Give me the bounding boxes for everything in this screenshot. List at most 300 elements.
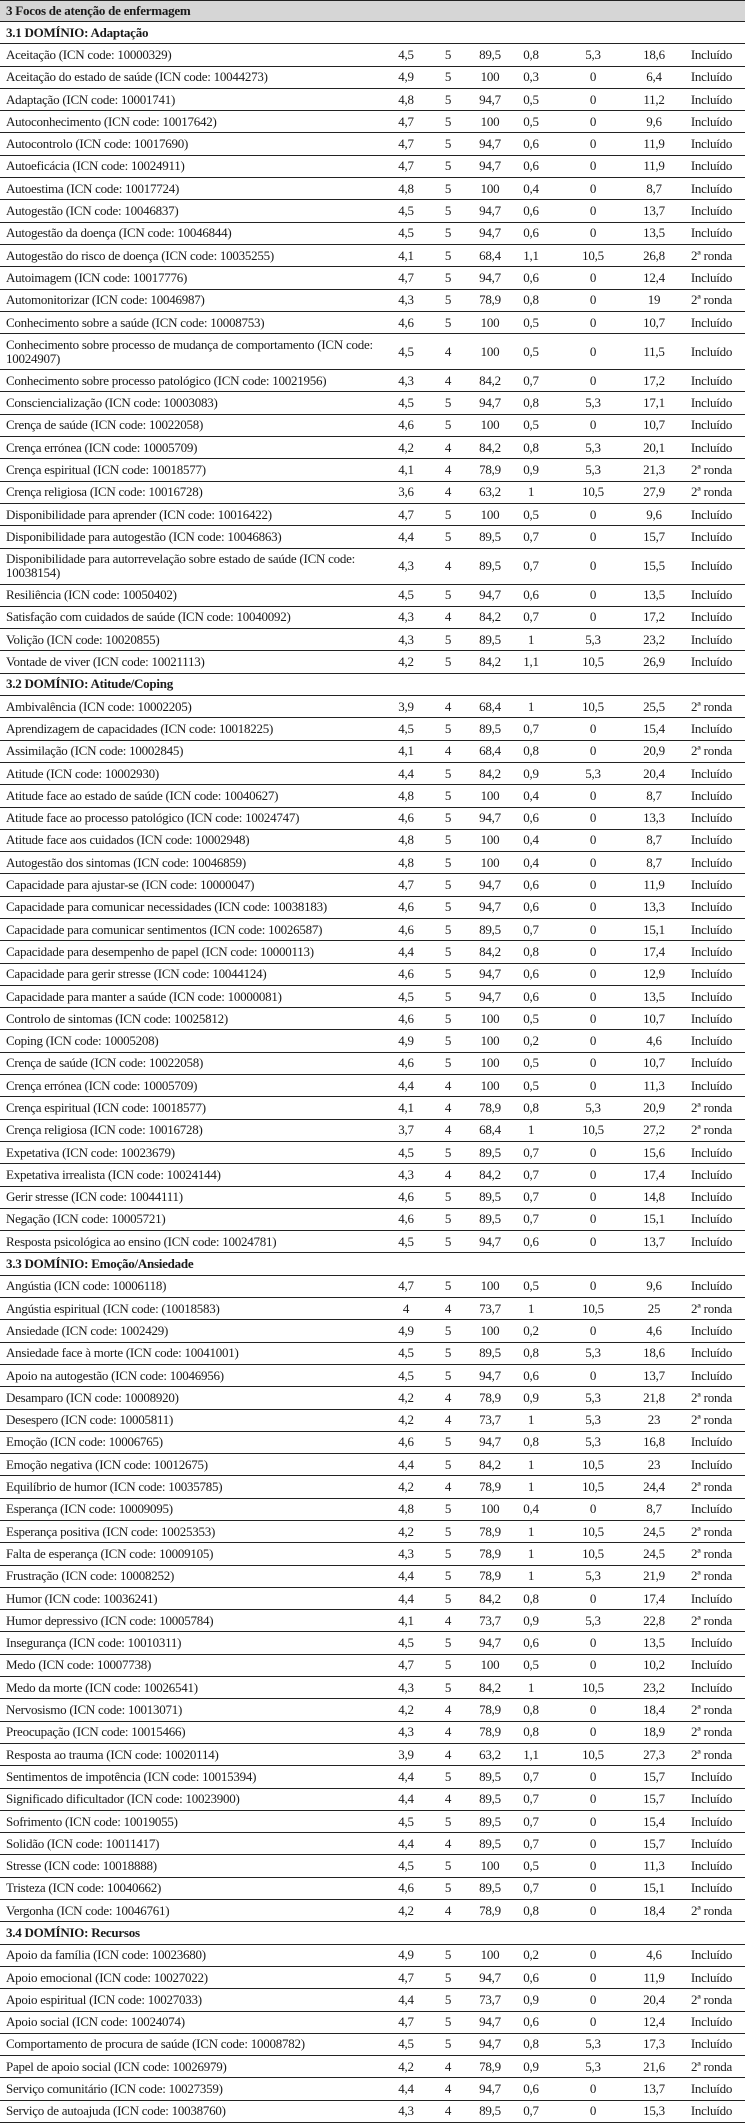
focus-label-cell: Apoio social (ICN code: 10024074) [6, 2014, 185, 2030]
std-dev-cell: 0,5 [523, 343, 539, 359]
decision-cell: Incluído [690, 158, 733, 174]
agreement-percent-cell: 78,9 [479, 1724, 501, 1740]
std-dev-cell: 0,6 [523, 810, 539, 826]
table-row [0, 44, 745, 66]
disagreement-percent-cell: 0 [589, 966, 597, 982]
mean-cell: 4,3 [398, 558, 414, 574]
table-row [0, 1365, 745, 1387]
decision-cell: 2ª ronda [691, 1389, 732, 1405]
agreement-percent-cell: 89,5 [479, 720, 501, 736]
agreement-percent-cell: 89,5 [479, 528, 501, 544]
median-cell: 5 [444, 1947, 452, 1963]
median-cell: 5 [444, 506, 452, 522]
disagreement-percent-cell: 0 [589, 787, 597, 803]
std-dev-cell: 0,9 [523, 2058, 539, 2074]
table-row [0, 1610, 745, 1632]
median-cell: 5 [444, 158, 452, 174]
disagreement-percent-cell: 5,3 [585, 439, 601, 455]
decision-cell: Incluído [690, 1322, 733, 1338]
coef-variation-cell: 19 [647, 292, 661, 308]
median-cell: 4 [444, 1612, 452, 1628]
agreement-percent-cell: 78,9 [479, 2058, 501, 2074]
agreement-percent-cell: 84,2 [479, 1679, 501, 1695]
agreement-percent-cell: 94,7 [479, 2014, 501, 2030]
agreement-percent-cell: 100 [480, 506, 500, 522]
agreement-percent-cell: 68,4 [479, 247, 501, 263]
focus-label-cell: Desamparo (ICN code: 10008920) [6, 1389, 179, 1405]
table-row [0, 415, 745, 437]
focus-label-cell: Medo (ICN code: 10007738) [6, 1657, 152, 1673]
std-dev-cell: 0,5 [523, 1657, 539, 1673]
agreement-percent-cell: 94,7 [479, 1635, 501, 1651]
mean-cell: 4,6 [398, 314, 414, 330]
median-cell: 5 [444, 1657, 452, 1673]
disagreement-percent-cell: 0 [589, 921, 597, 937]
agreement-percent-cell: 84,2 [479, 654, 501, 670]
agreement-percent-cell: 78,9 [479, 1523, 501, 1539]
coef-variation-cell: 24,4 [643, 1479, 665, 1495]
disagreement-percent-cell: 0 [589, 1768, 597, 1784]
focus-label-cell: Crença religiosa (ICN code: 10016728) [6, 1122, 203, 1138]
focus-label-cell: Ansiedade (ICN code: 1002429) [6, 1322, 169, 1338]
agreement-percent-cell: 84,2 [479, 372, 501, 388]
focus-label-cell: Desespero (ICN code: 10005811) [6, 1412, 174, 1428]
decision-cell: Incluído [690, 506, 733, 522]
disagreement-percent-cell: 5,3 [585, 2058, 601, 2074]
focus-label-cell: Satisfação com cuidados de saúde (ICN code: 10040092) [6, 609, 291, 625]
coef-variation-cell: 10,7 [643, 1010, 665, 1026]
median-cell: 5 [444, 314, 452, 330]
section-header: 3.1 DOMÍNIO: Adaptação [0, 22, 745, 44]
mean-cell: 4,4 [398, 1456, 414, 1472]
decision-cell: 2ª ronda [691, 1902, 732, 1918]
agreement-percent-cell: 68,4 [479, 1122, 501, 1138]
table-row [0, 156, 745, 178]
median-cell: 5 [444, 203, 452, 219]
focus-label-cell: Expetativa irrealista (ICN code: 10024144) [6, 1166, 221, 1182]
std-dev-cell: 0,7 [523, 609, 539, 625]
coef-variation-cell: 22,8 [643, 1612, 665, 1628]
mean-cell: 4,8 [398, 1501, 414, 1517]
table-row [0, 1209, 745, 1231]
table-row [0, 1811, 745, 1833]
disagreement-percent-cell: 0 [589, 417, 597, 433]
mean-cell: 4,5 [398, 587, 414, 603]
table-body [0, 22, 745, 2123]
std-dev-cell: 0,5 [523, 506, 539, 522]
table-row [0, 629, 745, 651]
mean-cell: 4,6 [398, 1010, 414, 1026]
std-dev-cell: 1 [527, 1679, 535, 1695]
mean-cell: 4,4 [398, 765, 414, 781]
coef-variation-cell: 18,6 [643, 46, 665, 62]
disagreement-percent-cell: 0 [589, 1077, 597, 1093]
std-dev-cell: 0,6 [523, 1969, 539, 1985]
agreement-percent-cell: 73,7 [479, 1612, 501, 1628]
table-row [0, 1499, 745, 1521]
decision-cell: 2ª ronda [691, 1746, 732, 1762]
mean-cell: 4,3 [398, 1166, 414, 1182]
decision-cell: 2ª ronda [691, 1523, 732, 1539]
disagreement-percent-cell: 0 [589, 225, 597, 241]
mean-cell: 4,7 [398, 1657, 414, 1673]
decision-cell: Incluído [690, 2081, 733, 2097]
median-cell: 5 [444, 787, 452, 803]
table-row [0, 1588, 745, 1610]
disagreement-percent-cell: 5,3 [585, 1345, 601, 1361]
coef-variation-cell: 13,5 [643, 1635, 665, 1651]
mean-cell: 4,3 [398, 1545, 414, 1561]
focus-label-cell: Significado dificultador (ICN code: 10023900) [6, 1791, 240, 1807]
decision-cell: Incluído [690, 1813, 733, 1829]
focus-label-cell: Humor depressivo (ICN code: 10005784) [6, 1612, 214, 1628]
mean-cell: 4,3 [398, 372, 414, 388]
section-header: 3.2 DOMÍNIO: Atitude/Coping [0, 674, 745, 696]
decision-cell: Incluído [690, 810, 733, 826]
coef-variation-cell: 20,1 [643, 439, 665, 455]
decision-cell: 2ª ronda [691, 484, 732, 500]
coef-variation-cell: 12,9 [643, 966, 665, 982]
agreement-percent-cell: 100 [480, 854, 500, 870]
table-row [0, 763, 745, 785]
std-dev-cell: 1 [527, 1545, 535, 1561]
disagreement-percent-cell: 10,5 [582, 1479, 604, 1495]
focus-label-cell: Serviço comunitário (ICN code: 10027359) [6, 2081, 223, 2097]
focus-label-cell: Apoio espiritual (ICN code: 10027033) [6, 1991, 202, 2007]
coef-variation-cell: 10,7 [643, 417, 665, 433]
disagreement-percent-cell: 0 [589, 1702, 597, 1718]
agreement-percent-cell: 84,2 [479, 765, 501, 781]
median-cell: 4 [444, 461, 452, 477]
disagreement-percent-cell: 0 [589, 1211, 597, 1227]
disagreement-percent-cell: 0 [589, 1501, 597, 1517]
mean-cell: 4,5 [398, 1233, 414, 1249]
mean-cell: 4,1 [398, 743, 414, 759]
std-dev-cell: 0,5 [523, 314, 539, 330]
disagreement-percent-cell: 0 [589, 2081, 597, 2097]
median-cell: 4 [444, 743, 452, 759]
median-cell: 4 [444, 1746, 452, 1762]
agreement-percent-cell: 63,2 [479, 1746, 501, 1762]
median-cell: 5 [444, 810, 452, 826]
decision-cell: Incluído [690, 1010, 733, 1026]
agreement-percent-cell: 78,9 [479, 1702, 501, 1718]
coef-variation-cell: 11,3 [643, 1077, 665, 1093]
disagreement-percent-cell: 0 [589, 203, 597, 219]
std-dev-cell: 0,6 [523, 2081, 539, 2097]
std-dev-cell: 0,7 [523, 1211, 539, 1227]
decision-cell: Incluído [690, 91, 733, 107]
decision-cell: Incluído [690, 1501, 733, 1517]
focus-label-cell: Autogestão (ICN code: 10046837) [6, 203, 179, 219]
table-row [0, 437, 745, 459]
table-row [0, 1008, 745, 1030]
table-row [0, 1142, 745, 1164]
mean-cell: 4 [402, 1300, 410, 1316]
std-dev-cell: 0,8 [523, 292, 539, 308]
agreement-percent-cell: 89,5 [479, 1768, 501, 1784]
median-cell: 5 [444, 1434, 452, 1450]
disagreement-percent-cell: 5,3 [585, 631, 601, 647]
focus-label-cell: Atitude face ao estado de saúde (ICN code: 10040627) [6, 787, 279, 803]
median-cell: 5 [444, 587, 452, 603]
median-cell: 5 [444, 854, 452, 870]
coef-variation-cell: 17,4 [643, 1166, 665, 1182]
agreement-percent-cell: 100 [480, 314, 500, 330]
decision-cell: 2ª ronda [691, 1412, 732, 1428]
std-dev-cell: 0,6 [523, 203, 539, 219]
decision-cell: Incluído [690, 1166, 733, 1182]
agreement-percent-cell: 100 [480, 69, 500, 85]
std-dev-cell: 0,2 [523, 1322, 539, 1338]
agreement-percent-cell: 94,7 [479, 988, 501, 1004]
mean-cell: 3,7 [398, 1122, 414, 1138]
disagreement-percent-cell: 0 [589, 528, 597, 544]
median-cell: 5 [444, 1880, 452, 1896]
median-cell: 5 [444, 417, 452, 433]
coef-variation-cell: 20,4 [643, 1991, 665, 2007]
table-row [0, 1320, 745, 1342]
agreement-percent-cell: 68,4 [479, 743, 501, 759]
mean-cell: 4,4 [398, 1835, 414, 1851]
disagreement-percent-cell: 0 [589, 899, 597, 915]
table-row [0, 919, 745, 941]
coef-variation-cell: 11,3 [643, 1858, 665, 1874]
disagreement-percent-cell: 0 [589, 2014, 597, 2030]
std-dev-cell: 0,7 [523, 558, 539, 574]
mean-cell: 4,2 [398, 439, 414, 455]
agreement-percent-cell: 89,5 [479, 1835, 501, 1851]
disagreement-percent-cell: 0 [589, 1233, 597, 1249]
disagreement-percent-cell: 0 [589, 1278, 597, 1294]
focus-label-cell: Crença religiosa (ICN code: 10016728) [6, 484, 203, 500]
std-dev-cell: 0,4 [523, 854, 539, 870]
mean-cell: 4,5 [398, 1345, 414, 1361]
median-cell: 5 [444, 395, 452, 411]
decision-cell: Incluído [690, 46, 733, 62]
agreement-percent-cell: 84,2 [479, 439, 501, 455]
mean-cell: 4,3 [398, 292, 414, 308]
table-row [0, 370, 745, 392]
disagreement-percent-cell: 0 [589, 743, 597, 759]
agreement-percent-cell: 100 [480, 180, 500, 196]
agreement-percent-cell: 78,9 [479, 1902, 501, 1918]
disagreement-percent-cell: 0 [589, 720, 597, 736]
disagreement-percent-cell: 0 [589, 1835, 597, 1851]
coef-variation-cell: 11,9 [643, 1969, 665, 1985]
mean-cell: 4,2 [398, 1412, 414, 1428]
std-dev-cell: 0,8 [523, 743, 539, 759]
std-dev-cell: 0,7 [523, 1189, 539, 1205]
decision-cell: Incluído [690, 988, 733, 1004]
mean-cell: 4,5 [398, 225, 414, 241]
median-cell: 5 [444, 1545, 452, 1561]
mean-cell: 4,2 [398, 1702, 414, 1718]
decision-cell: Incluído [690, 203, 733, 219]
focus-label-cell: Resposta ao trauma (ICN code: 10020114) [6, 1746, 219, 1762]
disagreement-percent-cell: 10,5 [582, 1523, 604, 1539]
median-cell: 4 [444, 1724, 452, 1740]
agreement-percent-cell: 100 [480, 1501, 500, 1517]
agreement-percent-cell: 89,5 [479, 1144, 501, 1160]
decision-cell: Incluído [690, 943, 733, 959]
table-row [0, 1476, 745, 1498]
focus-label-cell: Apoio na autogestão (ICN code: 10046956) [6, 1367, 224, 1383]
decision-cell: Incluído [690, 417, 733, 433]
agreement-percent-cell: 94,7 [479, 810, 501, 826]
median-cell: 5 [444, 1568, 452, 1584]
std-dev-cell: 0,7 [523, 1166, 539, 1182]
table-row [0, 785, 745, 807]
disagreement-percent-cell: 10,5 [582, 1545, 604, 1561]
disagreement-percent-cell: 0 [589, 506, 597, 522]
std-dev-cell: 0,6 [523, 966, 539, 982]
disagreement-percent-cell: 0 [589, 1010, 597, 1026]
coef-variation-cell: 27,2 [643, 1122, 665, 1138]
disagreement-percent-cell: 0 [589, 609, 597, 625]
std-dev-cell: 0,8 [523, 1100, 539, 1115]
coef-variation-cell: 17,1 [643, 395, 665, 411]
std-dev-cell: 0,9 [523, 1991, 539, 2007]
coef-variation-cell: 15,1 [643, 1211, 665, 1227]
table-row [0, 585, 745, 607]
mean-cell: 4,3 [398, 631, 414, 647]
table-row [0, 830, 745, 852]
decision-cell: 2ª ronda [691, 1545, 732, 1561]
focus-label-cell: Atitude face aos cuidados (ICN code: 10002948) [6, 832, 250, 848]
disagreement-percent-cell: 0 [589, 877, 597, 893]
std-dev-cell: 0,2 [523, 1033, 539, 1049]
focus-label-cell: Volição (ICN code: 10020855) [6, 631, 160, 647]
focus-label-cell: Tristeza (ICN code: 10040662) [6, 1880, 162, 1896]
median-cell: 5 [444, 1813, 452, 1829]
agreement-percent-cell: 94,7 [479, 1367, 501, 1383]
mean-cell: 4,5 [398, 1367, 414, 1383]
focus-label-cell: Crença espiritual (ICN code: 10018577) [6, 1100, 206, 1115]
mean-cell: 4,8 [398, 180, 414, 196]
agreement-percent-cell: 100 [480, 343, 500, 359]
decision-cell: Incluído [690, 1434, 733, 1450]
coef-variation-cell: 11,2 [643, 91, 665, 107]
std-dev-cell: 1 [527, 1479, 535, 1495]
agreement-percent-cell: 78,9 [479, 292, 501, 308]
disagreement-percent-cell: 5,3 [585, 395, 601, 411]
mean-cell: 4,5 [398, 343, 414, 359]
decision-cell: Incluído [690, 1278, 733, 1294]
agreement-percent-cell: 73,7 [479, 1412, 501, 1428]
decision-cell: Incluído [690, 113, 733, 129]
coef-variation-cell: 15,5 [643, 558, 665, 574]
std-dev-cell: 0,8 [523, 395, 539, 411]
disagreement-percent-cell: 0 [589, 1055, 597, 1071]
disagreement-percent-cell: 5,3 [585, 1100, 601, 1115]
coef-variation-cell: 26,9 [643, 654, 665, 670]
decision-cell: Incluído [690, 854, 733, 870]
mean-cell: 4,2 [398, 1523, 414, 1539]
disagreement-percent-cell: 0 [589, 1724, 597, 1740]
median-cell: 5 [444, 1144, 452, 1160]
disagreement-percent-cell: 5,3 [585, 1568, 601, 1584]
median-cell: 4 [444, 1166, 452, 1182]
coef-variation-cell: 13,7 [643, 203, 665, 219]
focus-label-cell: Consciencialização (ICN code: 10003083) [6, 395, 218, 411]
std-dev-cell: 0,8 [523, 1902, 539, 1918]
coef-variation-cell: 11,9 [643, 877, 665, 893]
decision-cell: Incluído [690, 631, 733, 647]
median-cell: 4 [444, 698, 452, 714]
coef-variation-cell: 15,7 [643, 1768, 665, 1784]
agreement-percent-cell: 89,5 [479, 2103, 501, 2119]
mean-cell: 4,5 [398, 46, 414, 62]
table-row [0, 1833, 745, 1855]
section-header: 3.4 DOMÍNIO: Recursos [0, 1922, 745, 1944]
median-cell: 4 [444, 1077, 452, 1093]
focus-label-cell: Capacidade para comunicar necessidades (ICN code: 10038183) [6, 899, 327, 915]
std-dev-cell: 0,8 [523, 943, 539, 959]
focus-label-cell: Aprendizagem de capacidades (ICN code: 10018225) [6, 720, 274, 736]
agreement-percent-cell: 94,7 [479, 1434, 501, 1450]
coef-variation-cell: 23 [647, 1456, 661, 1472]
coef-variation-cell: 9,6 [646, 1278, 662, 1294]
table-row [0, 89, 745, 111]
table-row [0, 897, 745, 919]
table-row [0, 2056, 745, 2078]
decision-cell: Incluído [690, 1055, 733, 1071]
decision-cell: Incluído [690, 765, 733, 781]
coef-variation-cell: 15,6 [643, 1144, 665, 1160]
disagreement-percent-cell: 10,5 [582, 698, 604, 714]
table-row [0, 696, 745, 718]
std-dev-cell: 1 [527, 631, 535, 647]
mean-cell: 4,6 [398, 1434, 414, 1450]
std-dev-cell: 0,6 [523, 1635, 539, 1651]
coef-variation-cell: 13,7 [643, 2081, 665, 2097]
focus-label-cell: Crença espiritual (ICN code: 10018577) [6, 461, 206, 477]
mean-cell: 4,9 [398, 1322, 414, 1338]
decision-cell: Incluído [690, 1791, 733, 1807]
focus-label-cell: Comportamento de procura de saúde (ICN code: 10008782) [6, 2036, 305, 2052]
agreement-percent-cell: 78,9 [479, 1100, 501, 1115]
median-cell: 5 [444, 1010, 452, 1026]
disagreement-percent-cell: 0 [589, 113, 597, 129]
coef-variation-cell: 8,7 [646, 854, 662, 870]
mean-cell: 4,5 [398, 988, 414, 1004]
mean-cell: 4,7 [398, 113, 414, 129]
agreement-percent-cell: 84,2 [479, 1590, 501, 1606]
decision-cell: Incluído [690, 314, 733, 330]
focus-label-cell: Crença errónea (ICN code: 10005709) [6, 439, 198, 455]
table-row [0, 941, 745, 963]
focus-label-cell: Apoio da família (ICN code: 10023680) [6, 1947, 206, 1963]
median-cell: 4 [444, 609, 452, 625]
table-row [0, 1387, 745, 1409]
std-dev-cell: 0,7 [523, 1144, 539, 1160]
table-row [0, 986, 745, 1008]
median-cell: 5 [444, 528, 452, 544]
focus-label-cell: Disponibilidade para aprender (ICN code: 10016422) [6, 506, 272, 522]
decision-cell: Incluído [690, 1969, 733, 1985]
agreement-percent-cell: 100 [480, 1858, 500, 1874]
median-cell: 4 [444, 1791, 452, 1807]
median-cell: 4 [444, 1122, 452, 1138]
std-dev-cell: 0,7 [523, 921, 539, 937]
disagreement-percent-cell: 0 [589, 943, 597, 959]
table-row [0, 1432, 745, 1454]
coef-variation-cell: 17,4 [643, 943, 665, 959]
table-row [0, 1855, 745, 1877]
table-row [0, 133, 745, 155]
disagreement-percent-cell: 0 [589, 558, 597, 574]
